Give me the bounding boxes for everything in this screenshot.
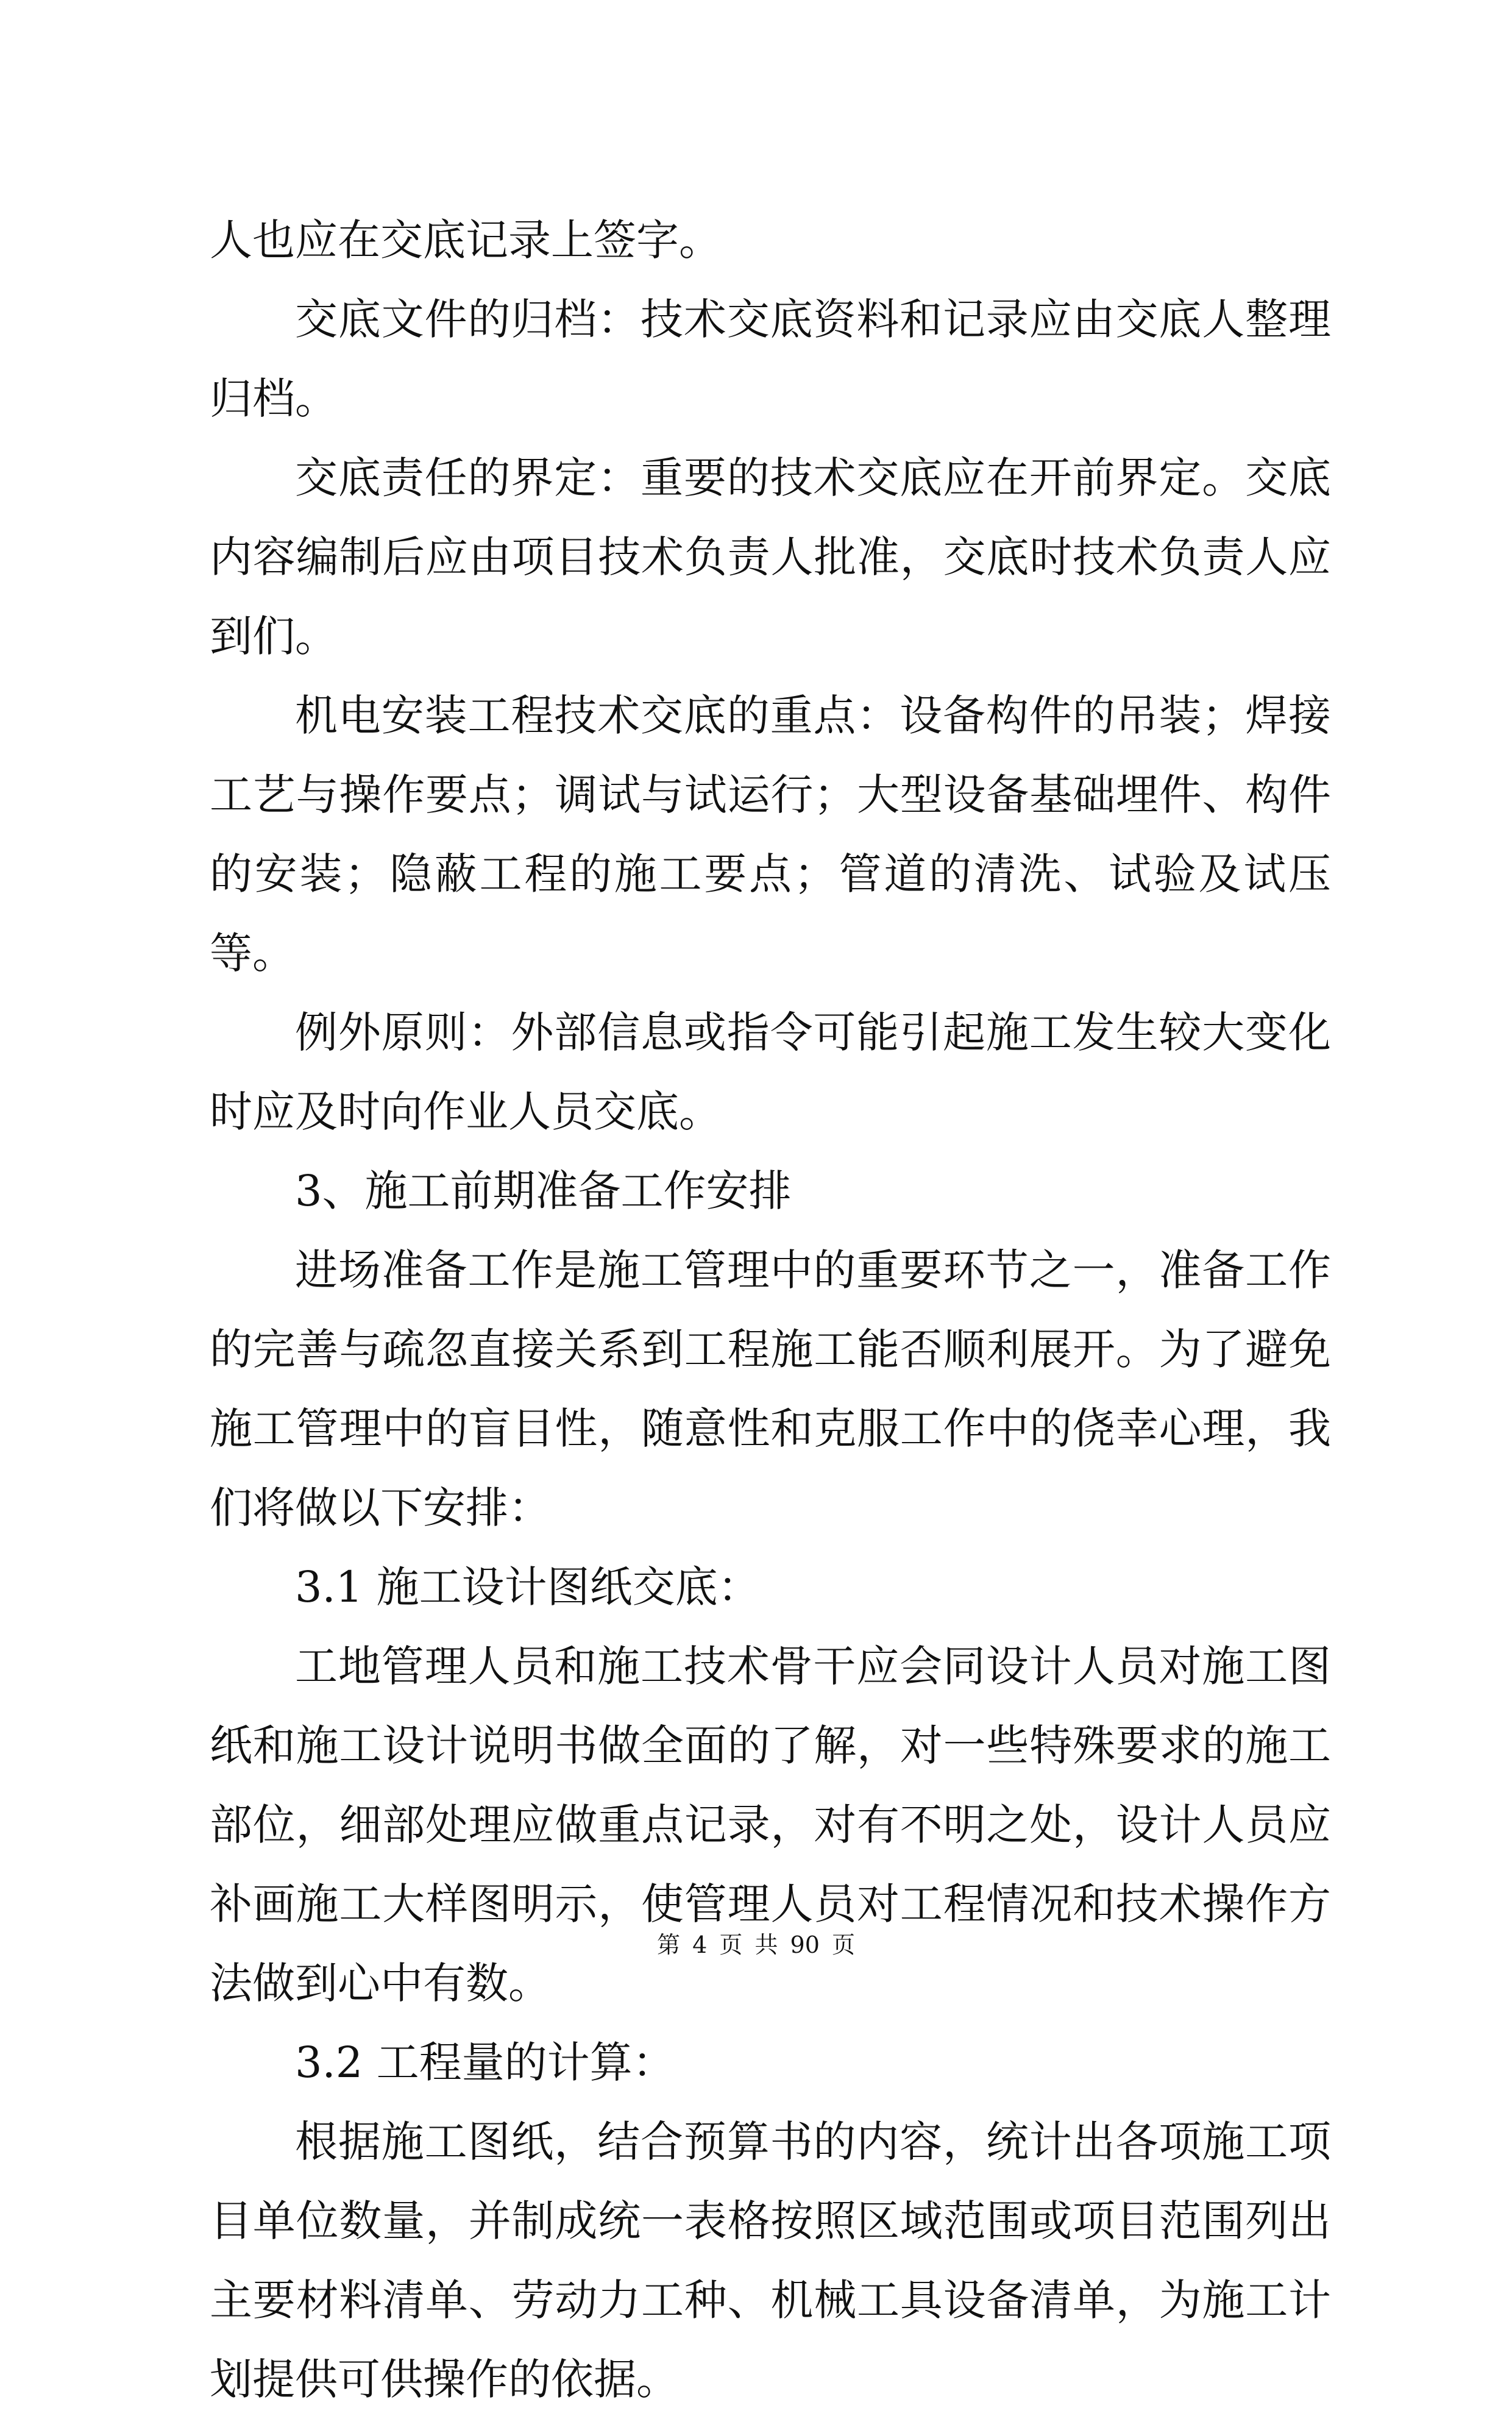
paragraph-continuation: 人也应在交底记录上签字。 <box>210 215 722 265</box>
section-heading-3-2: 3.2 工程量的计算： <box>295 2037 675 2087</box>
paragraph-exception-principle: 例外原则：外部信息或指令可能引起施工发生较大变化时应及时向作业人员交底。 <box>210 1007 1331 1137</box>
section-heading-3: 3、施工前期准备工作安排 <box>295 1166 792 1216</box>
paragraph-quantity-calc: 根据施工图纸，结合预算书的内容，统计出各项施工项目单位数量，并制成统一表格按照区域范围或项目范围列出主要材料清单、劳动力工种、机械工具设备清单，为施工计划提供可供操作的依据。 <box>210 2117 1331 2404</box>
paragraph-key-points: 机电安装工程技术交底的重点：设备构件的吊装；焊接工艺与操作要点；调试与试运行；大型设备基础埋件、构件的安装；隐蔽工程的施工要点；管道的清洗、试验及试压等。 <box>210 691 1331 978</box>
paragraph-preparation: 进场准备工作是施工管理中的重要环节之一，准备工作的完善与疏忽直接关系到工程施工能否顺利展开。为了避免施工管理中的盲目性，随意性和克服工作中的侥幸心理，我们将做以下安排： <box>210 1245 1331 1533</box>
section-heading-3-1: 3.1 施工设计图纸交底： <box>295 1562 761 1612</box>
paragraph-responsibility: 交底责任的界定：重要的技术交底应在开前界定。交底内容编制后应由项目技术负责人批准，交底时技术负责人应到们。 <box>210 453 1331 661</box>
paragraph-archiving: 交底文件的归档：技术交底资料和记录应由交底人整理归档。 <box>210 294 1331 424</box>
document-body <box>210 201 1331 2419</box>
paragraph-drawing-review: 工地管理人员和施工技术骨干应会同设计人员对施工图纸和施工设计说明书做全面的了解，对一些特殊要求的施工部位，细部处理应做重点记录，对有不明之处，设计人员应补画施工大样图明示，使管理人员对工程情况和技术操作方法做到心中有数。 <box>210 1641 1331 2008</box>
page-number-footer: 第 4 页 共 90 页 <box>657 1931 855 1958</box>
